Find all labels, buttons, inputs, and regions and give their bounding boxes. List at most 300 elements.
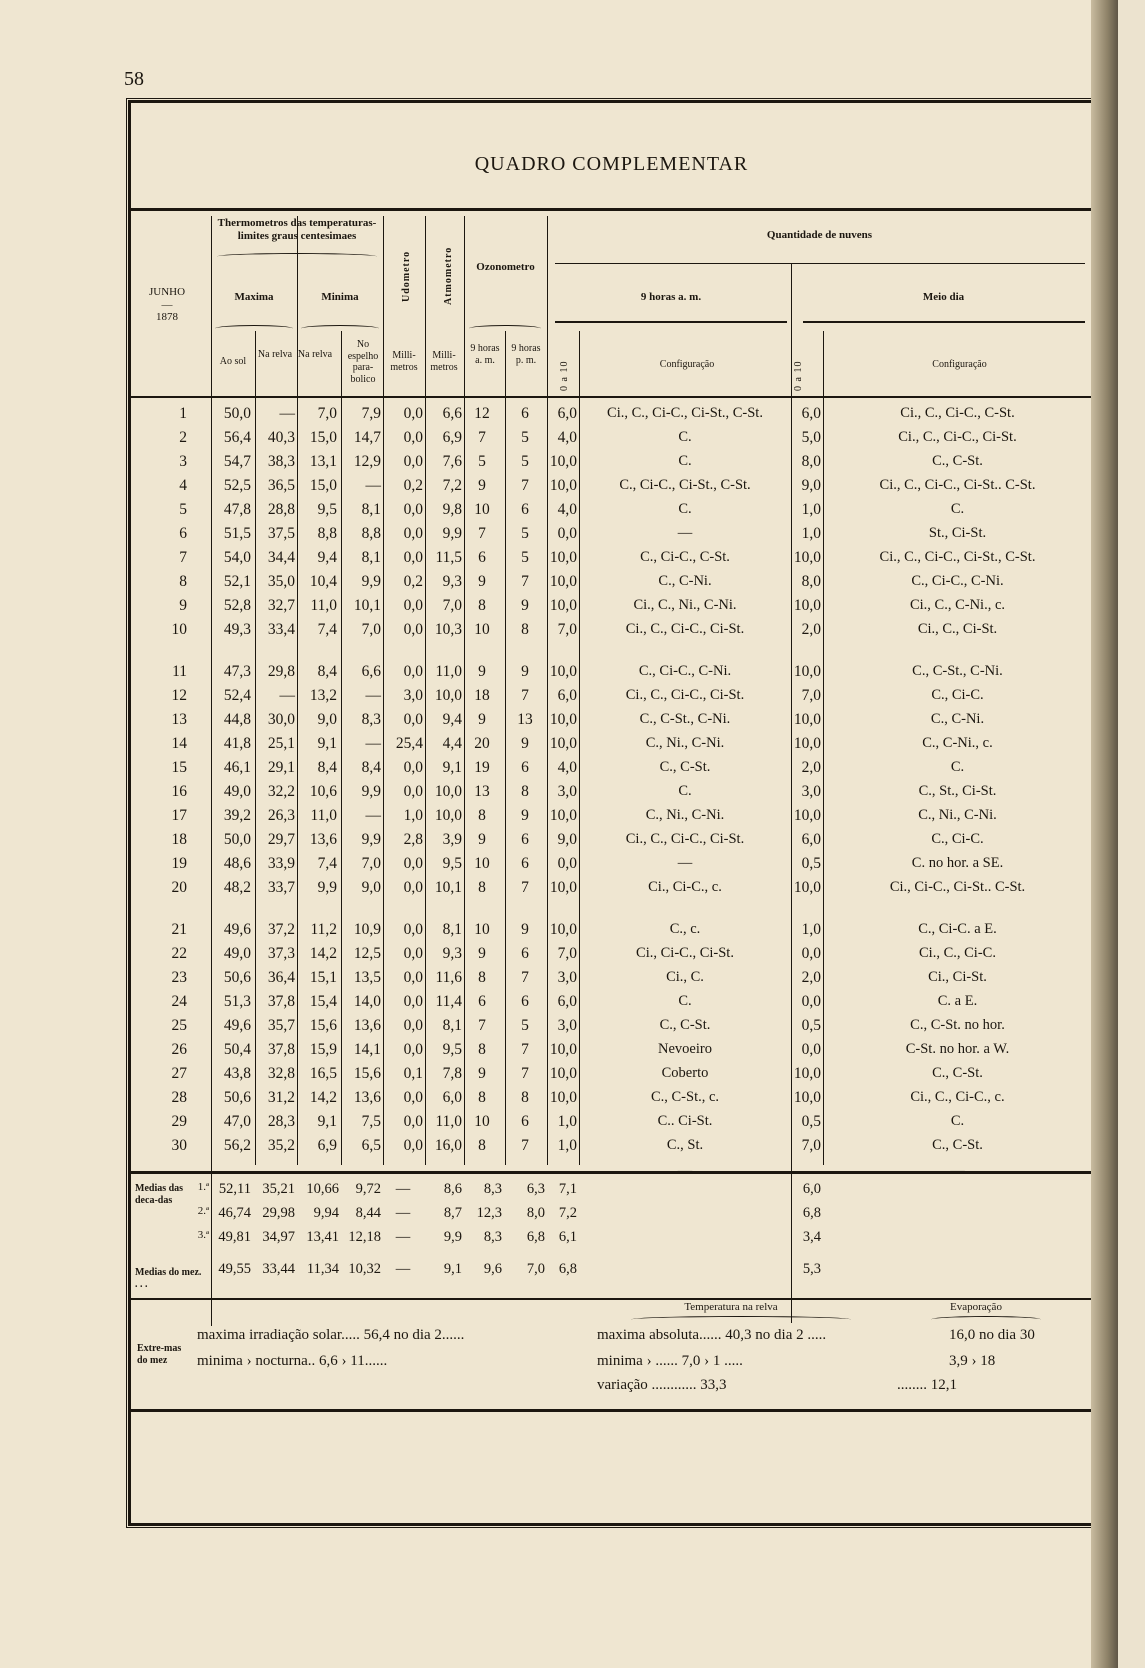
cell-max-sol: 43,8 [223,1065,251,1082]
cell-clouds-am: 10,0 [549,453,577,470]
table-frame [128,100,1095,1526]
cell-max-relva: 28,8 [267,501,295,518]
cell-udometro: 0,0 [403,429,423,446]
cell-ozono-pm: 9 [521,921,529,938]
midday-rule [803,321,1085,323]
cell-ozono-am: 8 [478,1089,486,1106]
cell-config-am: — [677,855,693,871]
cell-min-espelho: 13,6 [353,1089,381,1106]
cell-config-md: C. [950,501,965,517]
cell-udometro: 0,0 [403,405,423,422]
cell-max-sol: 49,0 [223,945,251,962]
summary-cell-ozono-am: 8,3 [483,1181,502,1197]
atmometro-header: Atmometro [443,246,454,306]
table-row [131,1063,1092,1087]
cell-ozono-am: 8 [478,1137,486,1154]
cell-min-relva: 15,0 [309,477,337,494]
cell-ozono-am: 9 [478,831,486,848]
cell-ozono-pm: 7 [521,477,529,494]
cell-config-md: C. [950,759,965,775]
cell-udometro: 25,4 [395,735,423,752]
cell-udometro: 0,0 [403,1137,423,1154]
cell-config-md: Ci., C., Ci-C., C-St. [900,405,1015,421]
cell-ozono-pm: 8 [521,621,529,638]
cell-min-espelho: 15,6 [353,1065,381,1082]
cell-min-relva: 6,9 [317,1137,337,1154]
cell-clouds-md: 2,0 [801,969,821,986]
cell-udometro: 0,0 [403,663,423,680]
cell-max-relva: 35,0 [267,573,295,590]
extremes-label: Extre-mas do mez [137,1343,182,1366]
extreme-line-2: minima › nocturna.. 6,6 › 11...... [197,1353,388,1369]
cell-day: 20 [171,879,187,896]
millimetros-atm-header: Milli-metros [430,350,458,373]
cell-max-sol: 52,4 [223,687,251,704]
cell-max-relva: 37,2 [267,921,295,938]
cell-min-espelho: 8,4 [361,759,381,776]
minima-brace [301,325,379,332]
relva-header: Temperatura na relva [684,1301,778,1313]
cell-ozono-pm: 5 [521,1017,529,1034]
cell-ozono-am: 13 [474,783,490,800]
summary-cell-clouds-md: 6,8 [802,1205,821,1221]
summary-cell-ozono-pm: 6,8 [526,1229,545,1245]
cell-udometro: 0,0 [403,1089,423,1106]
cell-atmometro: 11,6 [435,969,462,986]
cell-config-md: C., C-Ni. [930,711,985,727]
cell-min-espelho: 13,5 [353,969,381,986]
cell-min-relva: 15,1 [309,969,337,986]
cell-day: 17 [171,807,187,824]
cell-config-md: C. a E. [937,993,978,1009]
cell-atmometro: 9,5 [442,855,462,872]
cell-config-md: C., Ci-C. a E. [918,921,997,937]
cell-atmometro: 7,8 [442,1065,462,1082]
table-row [131,853,1092,877]
cell-config-am: Ci., C. [666,969,704,985]
cell-max-relva: 29,8 [267,663,295,680]
cell-max-sol: 41,8 [223,735,251,752]
table-row [131,571,1092,595]
summary-cell-min-espelho: 12,18 [348,1229,381,1245]
cell-atmometro: 6,6 [442,405,462,422]
summary-cell-atmometro: 8,6 [443,1181,462,1197]
table-row [131,661,1092,685]
cell-day: 10 [171,621,187,638]
cell-max-relva: — [279,405,295,422]
cell-udometro: 0,0 [403,711,423,728]
cell-min-relva: 9,1 [317,1113,337,1130]
cell-clouds-am: 4,0 [557,759,577,776]
cell-min-espelho: 7,0 [361,621,381,638]
scale-am-header: 0 a 10 [559,360,570,391]
table-row [131,1015,1092,1039]
cell-clouds-md: 3,0 [801,783,821,800]
summary-cell-clouds-am: 6,8 [558,1261,577,1277]
cell-udometro: 0,0 [403,855,423,872]
cell-atmometro: 10,0 [434,807,462,824]
extreme-evap-2: 3,9 › 18 [949,1353,996,1369]
cell-ozono-am: 10 [474,921,490,938]
cell-ozono-am: 9 [478,711,486,728]
summary-row [131,1227,1092,1251]
cell-config-md: C., Ci-C., C-Ni. [911,573,1004,589]
summary-cell-decade: 3.ª [197,1229,209,1241]
cell-day: 5 [179,501,187,518]
cell-clouds-md: 2,0 [801,759,821,776]
cell-min-espelho: 12,9 [353,453,381,470]
cell-day: 7 [179,549,187,566]
table-row [131,1111,1092,1135]
cell-atmometro: 9,4 [442,711,462,728]
cell-max-relva: 32,8 [267,1065,295,1082]
cell-config-am: C., c. [669,921,701,937]
cell-max-sol: 56,2 [223,1137,251,1154]
cell-config-am: Ci., Ci-C., Ci-St. [636,945,734,961]
cell-max-relva: 37,8 [267,1041,295,1058]
cell-config-am: C. [678,783,692,799]
cell-clouds-am: 6,0 [557,993,577,1010]
cell-config-md: St., Ci-St. [928,525,987,541]
cell-ozono-am: 8 [478,969,486,986]
cell-ozono-pm: 6 [521,831,529,848]
cell-day: 22 [171,945,187,962]
cell-ozono-am: 10 [474,501,490,518]
cell-config-md: Ci., C., Ci-C., Ci-St. [898,429,1017,445]
cell-clouds-md: 10,0 [793,1065,821,1082]
cell-ozono-pm: 9 [521,735,529,752]
cell-min-espelho: — [365,735,381,752]
cell-config-am: Ci., C., Ci-C., Ci-St. [625,621,745,637]
cell-config-md: Ci., C., C-Ni., c. [909,597,1006,613]
summary-cell-max-relva: 35,21 [262,1181,295,1197]
cell-max-relva: 38,3 [267,453,295,470]
cell-config-md: Ci., C., Ci-St. [917,621,998,637]
table-row [131,877,1092,901]
cell-ozono-am: 8 [478,1041,486,1058]
cell-ozono-am: 9 [478,477,486,494]
cell-config-am: Ci., Ci-C., c. [648,879,722,895]
cell-clouds-md: 10,0 [793,549,821,566]
cell-atmometro: 7,2 [442,477,462,494]
cell-clouds-md: 10,0 [793,711,821,728]
cell-atmometro: 11,0 [435,663,462,680]
rule-top [131,208,1092,211]
cell-max-relva: 36,4 [267,969,295,986]
cell-ozono-pm: 6 [521,855,529,872]
cell-min-espelho: 10,9 [353,921,381,938]
cell-max-relva: 29,7 [267,831,295,848]
cell-config-am: C., C-St., C-Ni. [639,711,731,727]
cell-min-espelho: — [365,1163,381,1180]
cell-clouds-am: 10,0 [549,663,577,680]
cell-min-relva: 11,0 [310,807,337,824]
cell-day: 11 [172,663,187,680]
cell-clouds-md: 6,0 [801,831,821,848]
cell-ozono-pm: 7 [521,1041,529,1058]
year: 1878 [156,311,178,324]
cell-min-relva: 15,0 [309,429,337,446]
cell-min-relva: 15,6 [309,1017,337,1034]
cell-udometro: 0,2 [403,477,423,494]
cell-atmometro: 4,4 [442,735,462,752]
cell-clouds-md: 7,0 [801,687,821,704]
cell-config-am: Ci., C., Ci-C., Ci-St. [625,831,745,847]
cell-ozono-am: 7 [478,525,486,542]
cell-config-am: — [677,525,693,541]
cell-ozono-pm: 6 [521,993,529,1010]
cell-max-relva: — [279,687,295,704]
cell-atmometro: 9,3 [442,573,462,590]
cell-day: 28 [171,1089,187,1106]
cell-max-relva: 32,7 [267,597,295,614]
summary-cell-decade: 2.ª [197,1205,209,1217]
summary-cell-min-espelho: 9,72 [355,1181,381,1197]
month: JUNHO [148,286,186,298]
cell-max-relva: 36,5 [267,477,295,494]
cell-max-relva: 32,2 [267,783,295,800]
cell-clouds-am: 4,0 [557,501,577,518]
cell-ozono-pm: 7 [521,969,529,986]
cell-min-espelho: 7,0 [361,855,381,872]
cell-config-md: Ci., C., Ci-C. [919,945,996,961]
cell-atmometro: 10,0 [434,783,462,800]
cell-config-am: C., Ni., C-Ni. [645,807,725,823]
cell-config-am: Ci., C., Ci-C., Ci-St. [625,687,745,703]
table-row [131,1039,1092,1063]
table-row [131,805,1092,829]
cell-min-relva: 10,6 [309,783,337,800]
cell-udometro: 0,0 [403,969,423,986]
millimetros-udo-header: Milli-metros [390,350,418,373]
table-row [131,403,1092,427]
cell-config-am: C., C-St. [659,1017,711,1033]
cell-atmometro: — [446,1163,462,1180]
cell-config-am: C. [678,429,692,445]
cell-config-md: C., Ci-C. [931,687,984,703]
cell-min-relva: 9,9 [317,879,337,896]
cell-day: 2 [179,429,187,446]
cell-ozono-pm: — [517,1163,533,1180]
summary-row [131,1203,1092,1227]
nine-am-header: 9 horas a. m. [640,291,702,303]
cell-udometro: 0,0 [403,501,423,518]
cell-min-relva: 11,2 [310,921,337,938]
cell-max-sol: 50,0 [223,405,251,422]
cell-config-md: C., C-St. no hor. [910,1017,1005,1033]
cell-max-relva: 33,4 [267,621,295,638]
cell-config-am: Ci., C., Ci-C., Ci-St., C-St. [607,405,763,421]
cell-min-espelho: 8,1 [361,501,381,518]
cell-clouds-am: 1,0 [557,1137,577,1154]
summary-cell-max-sol: 49,81 [218,1229,251,1245]
cell-clouds-am: 0,0 [557,855,577,872]
table-row [131,451,1092,475]
cell-max-sol: 48,6 [223,855,251,872]
cell-day: 13 [171,711,187,728]
cell-max-sol: 47,3 [223,663,251,680]
cell-ozono-pm: 5 [521,549,529,566]
table-row [131,829,1092,853]
cell-min-espelho: — [365,687,381,704]
summary-cell-decade: 1.ª [197,1181,209,1193]
page-number: 58 [124,68,144,90]
cell-day: 18 [171,831,187,848]
cell-min-relva: 14,2 [309,1089,337,1106]
cell-clouds-md: 0,0 [801,945,821,962]
cell-max-sol: 48,2 [223,879,251,896]
cell-ozono-pm: 6 [521,405,529,422]
cell-max-relva: 29,1 [267,759,295,776]
cell-min-relva: 14,2 [309,945,337,962]
table-row [131,547,1092,571]
cell-clouds-am: 10,0 [549,549,577,566]
summary-cell-udometro: — [395,1181,411,1197]
table-row [131,709,1092,733]
cell-udometro: 0,0 [403,597,423,614]
ozonometro-header: Ozonometro [476,261,535,273]
cell-udometro: 0,0 [403,783,423,800]
cell-min-relva: 7,4 [317,621,337,638]
cell-clouds-am: 10,0 [549,1089,577,1106]
cell-min-relva: 13,1 [309,453,337,470]
cell-config-md: C. [950,1113,965,1129]
rule-header-bottom [131,396,1092,398]
cell-ozono-pm: 5 [521,525,529,542]
cell-ozono-pm: 5 [521,429,529,446]
summary-cell-max-relva: 29,98 [262,1205,295,1221]
summary-cell-atmometro: 9,9 [443,1229,462,1245]
cell-ozono-pm: 13 [517,711,533,728]
cell-min-espelho: 9,9 [361,573,381,590]
cell-clouds-md: 10,0 [793,735,821,752]
cell-min-espelho: 6,5 [361,1137,381,1154]
page-title: QUADRO COMPLEMENTAR [474,153,749,175]
cell-max-sol: 51,5 [223,525,251,542]
cell-config-md: C., C-Ni., c. [922,735,993,751]
summary-cell-clouds-md: 5,3 [802,1261,821,1277]
cell-ozono-pm: 7 [521,1137,529,1154]
cell-min-espelho: 7,9 [361,405,381,422]
cell-min-espelho: 10,1 [353,597,381,614]
cell-ozono-am: 10 [474,855,490,872]
summary-cell-atmometro: 9,1 [443,1261,462,1277]
cell-ozono-am: 6 [478,993,486,1010]
evap-header: Evaporação [950,1301,1002,1313]
summary-cell-ozono-pm: 7,0 [526,1261,545,1277]
cell-max-relva: 33,7 [267,879,295,896]
cell-atmometro: 11,0 [435,1113,462,1130]
cell-min-espelho: 14,7 [353,429,381,446]
cell-max-relva: — [279,1163,295,1180]
cell-atmometro: 9,9 [442,525,462,542]
cell-config-am: C., C-St., c. [650,1089,720,1105]
cell-clouds-md: 10,0 [793,807,821,824]
cell-config-md: C. no hor. a SE. [911,855,1004,871]
cell-clouds-am: 3,0 [557,969,577,986]
cell-ozono-pm: 7 [521,687,529,704]
cell-min-espelho: 8,8 [361,525,381,542]
summary-cell-ozono-pm: 6,3 [526,1181,545,1197]
cell-config-am: C., Ci-C., C-St. [640,549,730,565]
cell-udometro: 0,0 [403,759,423,776]
extreme-evap-3: ........ 12,1 [897,1377,957,1393]
cell-atmometro: 7,0 [442,597,462,614]
cell-max-relva: 28,3 [267,1113,295,1130]
cell-udometro: 0,0 [403,1041,423,1058]
extreme-relva-3: variação ............ 33,3 [597,1377,727,1393]
cell-config-am: C. [678,501,692,517]
cell-ozono-am: 7 [478,429,486,446]
cell-udometro: 1,0 [403,807,423,824]
cell-clouds-am: 10,0 [549,879,577,896]
cell-clouds-am: 10,0 [549,573,577,590]
cell-max-sol: 54,0 [223,549,251,566]
udometro-header: Udometro [401,250,412,302]
summary-cell-clouds-am: 7,1 [558,1181,577,1197]
cell-atmometro: 6,0 [442,1089,462,1106]
summary-row [131,1259,1092,1283]
cell-max-sol: 50,0 [223,831,251,848]
cell-min-espelho: 6,6 [361,663,381,680]
cell-config-md: Ci., Ci-St. [928,969,987,985]
summary-cell-min-relva: 10,66 [306,1181,339,1197]
cell-max-relva: 26,3 [267,807,295,824]
cell-min-espelho: 14,1 [353,1041,381,1058]
cell-clouds-am: 10,0 [549,807,577,824]
cell-max-sol: 44,8 [223,711,251,728]
cell-max-relva: 33,9 [267,855,295,872]
cell-min-espelho: 8,1 [361,549,381,566]
summary-cell-max-relva: 34,97 [262,1229,295,1245]
cell-day: 30 [171,1137,187,1154]
extreme-relva-2: minima › ...... 7,0 › 1 ..... [597,1353,743,1369]
cell-config-am: C. [678,453,692,469]
table-row [131,991,1092,1015]
cell-min-relva: 9,1 [317,735,337,752]
cell-day: 25 [171,1017,187,1034]
cell-min-espelho: — [365,807,381,824]
cell-ozono-pm: 5 [521,453,529,470]
cell-max-sol: 52,5 [223,477,251,494]
minima-header: Minima [321,291,359,303]
cell-min-espelho: 9,9 [361,831,381,848]
cell-day: 14 [171,735,187,752]
cell-max-sol: 50,6 [223,969,251,986]
cell-clouds-md: 10,0 [793,1089,821,1106]
cell-udometro: 0,0 [403,549,423,566]
cell-ozono-pm: 9 [521,807,529,824]
cell-max-relva: 35,2 [267,1137,295,1154]
cell-atmometro: 8,1 [442,921,462,938]
cell-max-sol: 50,6 [223,1089,251,1106]
cell-max-sol: 47,0 [223,1113,251,1130]
cell-ozono-pm: 7 [521,1065,529,1082]
cell-udometro: 0,0 [403,921,423,938]
summary-cell-udometro: — [395,1261,411,1277]
cell-ozono-am: 12 [474,405,490,422]
cell-clouds-am: 10,0 [549,1041,577,1058]
cell-udometro: 0,0 [403,453,423,470]
cell-atmometro: 9,8 [442,501,462,518]
table-row [131,1135,1092,1159]
cell-min-relva: 7,0 [317,405,337,422]
cell-ozono-pm: 6 [521,1113,529,1130]
table-row [131,757,1092,781]
cell-ozono-am: 7 [478,1017,486,1034]
cell-day: 9 [179,597,187,614]
cell-min-espelho: 9,0 [361,879,381,896]
